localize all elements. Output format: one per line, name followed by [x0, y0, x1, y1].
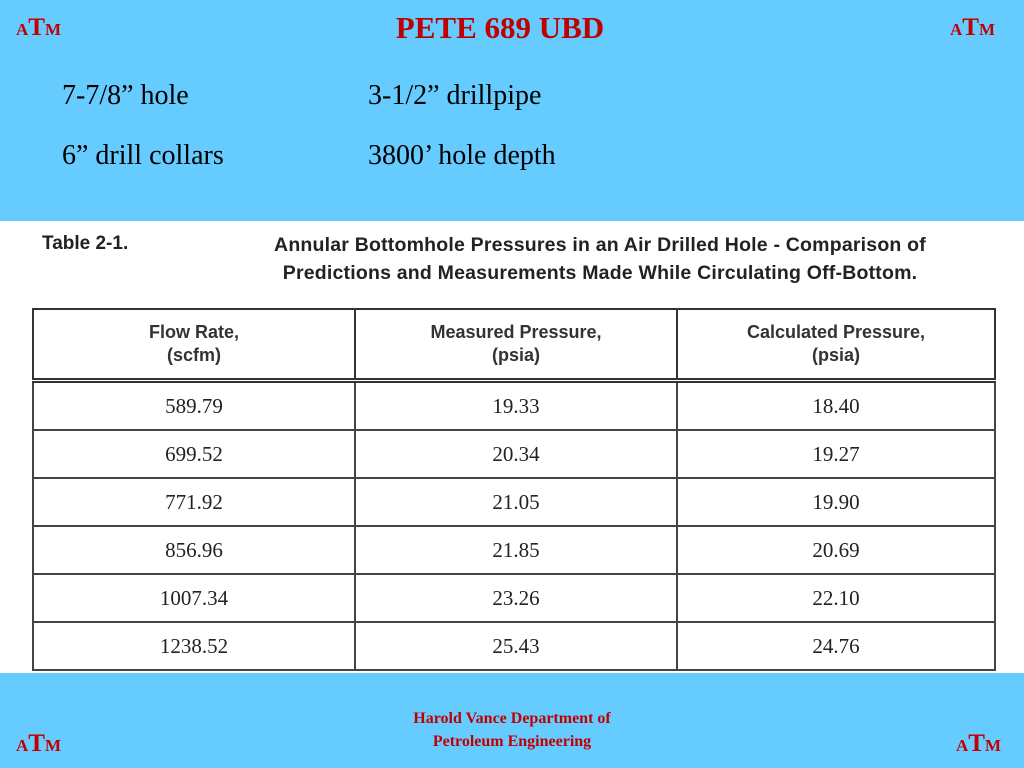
table-header-row: [33, 309, 995, 381]
measured-pressure-cell: 19.33: [355, 381, 677, 431]
flow-rate-cell: 1007.34: [33, 574, 355, 622]
table-caption-line: Predictions and Measurements Made While Circulating Off-Bottom.: [282, 262, 918, 284]
table-caption-line: Annular Bottomhole Pressures in an Air Drilled Hole - Comparison of: [274, 234, 926, 256]
measured-pressure-cell: 20.34: [355, 430, 677, 478]
flow-rate-cell: 856.96: [33, 526, 355, 574]
pressure-table: [32, 308, 996, 671]
table-row: [33, 430, 995, 478]
table-label: Table 2-1.: [42, 233, 129, 254]
calculated-pressure-cell: 19.90: [677, 478, 995, 526]
table-caption: [200, 231, 1000, 287]
spec-drill-collars: 6” drill collars: [62, 140, 224, 171]
calculated-pressure-cell: 22.10: [677, 574, 995, 622]
measured-pressure-cell: 23.26: [355, 574, 677, 622]
footer-line: Petroleum Engineering: [432, 733, 592, 750]
header-measured-pressure: Measured Pressure, (psia): [355, 309, 677, 381]
table-row: [33, 574, 995, 622]
footer-line: Harold Vance Department of: [413, 710, 611, 727]
slide-title: PETE 689 UBD: [395, 10, 605, 45]
header-calculated-pressure: Calculated Pressure, (psia): [677, 309, 995, 381]
measured-pressure-cell: 21.85: [355, 526, 677, 574]
spec-hole-size: 7-7/8” hole: [62, 80, 189, 111]
measured-pressure-cell: 21.05: [355, 478, 677, 526]
flow-rate-cell: 699.52: [33, 430, 355, 478]
flow-rate-cell: 771.92: [33, 478, 355, 526]
spec-hole-depth: 3800’ hole depth: [368, 140, 556, 171]
footer-department: [340, 707, 684, 753]
atm-logo: ATM: [16, 14, 62, 41]
calculated-pressure-cell: 19.27: [677, 430, 995, 478]
table-row: [33, 381, 995, 431]
flow-rate-cell: 1238.52: [33, 622, 355, 670]
calculated-pressure-cell: 18.40: [677, 381, 995, 431]
calculated-pressure-cell: 24.76: [677, 622, 995, 670]
flow-rate-cell: 589.79: [33, 381, 355, 431]
calculated-pressure-cell: 20.69: [677, 526, 995, 574]
table-panel: [0, 221, 1024, 673]
atm-logo: ATM: [956, 730, 1002, 757]
atm-logo: ATM: [950, 14, 996, 41]
atm-logo: ATM: [16, 730, 62, 757]
table-row: [33, 478, 995, 526]
table-row: [33, 526, 995, 574]
spec-drillpipe: 3-1/2” drillpipe: [368, 80, 542, 111]
measured-pressure-cell: 25.43: [355, 622, 677, 670]
header-flow-rate: Flow Rate, (scfm): [33, 309, 355, 381]
table-row: [33, 622, 995, 670]
